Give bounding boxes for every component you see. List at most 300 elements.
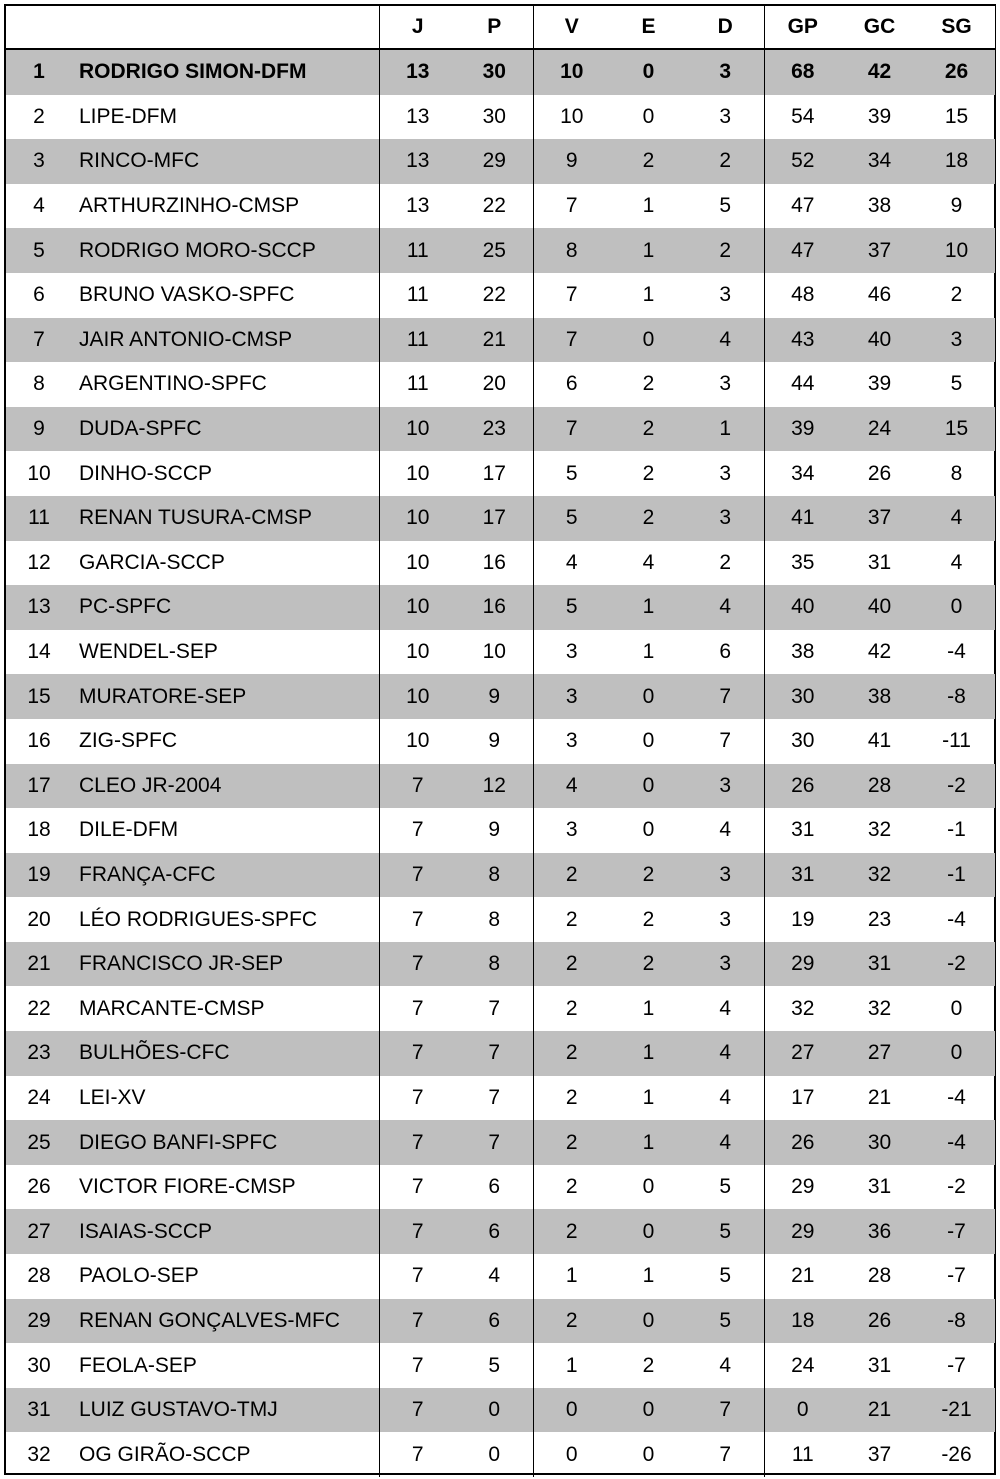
cell-wins: 7 <box>533 318 610 363</box>
cell-draws: 2 <box>610 139 687 184</box>
cell-goals-against: 40 <box>841 318 918 363</box>
cell-goal-difference: 0 <box>918 1031 995 1076</box>
cell-position: 18 <box>27 818 51 842</box>
table-row <box>6 95 995 140</box>
cell-position: 3 <box>6 139 72 184</box>
cell-wins: 7 <box>533 184 610 229</box>
cell-games: 13 <box>379 49 456 95</box>
cell-player-name: ISAIAS-SCCP <box>72 1209 379 1254</box>
cell-points: 23 <box>456 407 533 452</box>
cell-goals-against: 31 <box>841 942 918 987</box>
cell-goals-against: 32 <box>867 996 892 1020</box>
cell-games: 10 <box>379 585 456 630</box>
cell-goals-for: 38 <box>764 630 841 675</box>
cell-games: 7 <box>379 1165 456 1210</box>
cell-goals-against: 36 <box>841 1209 918 1254</box>
cell-player-name: PC-SPFC <box>72 585 379 630</box>
cell-player-name: RINCO-MFC <box>72 139 379 184</box>
cell-position: 25 <box>6 1120 72 1165</box>
cell-draws: 0 <box>642 818 655 842</box>
cell-losses: 4 <box>687 318 764 363</box>
cell-goals-for: 11 <box>764 1432 841 1477</box>
cell-wins: 2 <box>533 1299 610 1344</box>
cell-wins: 2 <box>533 1076 610 1121</box>
cell-goals-for: 52 <box>764 139 841 184</box>
cell-games: 7 <box>379 808 456 853</box>
cell-wins: 3 <box>533 719 610 764</box>
cell-player-name: DIEGO BANFI-SPFC <box>72 1120 379 1165</box>
cell-wins: 1 <box>533 1254 610 1299</box>
cell-draws: 0 <box>642 104 655 128</box>
cell-games: 10 <box>379 630 456 675</box>
cell-goal-difference: -11 <box>942 729 971 753</box>
cell-position: 5 <box>6 228 72 273</box>
cell-draws: 1 <box>610 228 687 273</box>
cell-goals-against: 41 <box>867 729 892 753</box>
cell-position: 27 <box>6 1209 72 1254</box>
cell-goals-for: 48 <box>764 273 841 318</box>
table-row <box>6 1432 995 1477</box>
cell-games: 7 <box>379 1343 456 1388</box>
cell-draws: 4 <box>642 550 655 574</box>
cell-points: 25 <box>456 228 533 273</box>
standings-table <box>6 6 995 1477</box>
cell-wins: 10 <box>533 95 610 140</box>
cell-goals-against: 38 <box>841 674 918 719</box>
cell-games: 10 <box>379 451 456 496</box>
cell-draws: 1 <box>642 996 655 1020</box>
cell-points: 4 <box>488 1264 501 1288</box>
cell-draws: 0 <box>610 1209 687 1254</box>
cell-goals-for: 26 <box>764 1120 841 1165</box>
cell-wins: 2 <box>533 942 610 987</box>
cell-draws: 0 <box>610 49 687 95</box>
cell-goal-difference: -4 <box>947 907 966 931</box>
cell-wins: 3 <box>533 674 610 719</box>
cell-position: 1 <box>6 49 72 95</box>
cell-player-name: ARGENTINO-SPFC <box>79 372 267 396</box>
cell-points: 7 <box>488 996 501 1020</box>
cell-goal-difference: -8 <box>918 1299 995 1344</box>
cell-games: 11 <box>379 318 456 363</box>
cell-goals-against: 31 <box>867 1353 892 1377</box>
cell-goal-difference: -4 <box>947 1085 966 1109</box>
cell-points: 8 <box>456 942 533 987</box>
cell-wins: 5 <box>533 496 610 541</box>
cell-goal-difference: 2 <box>950 283 963 307</box>
cell-wins: 9 <box>533 139 610 184</box>
table-row <box>6 1343 995 1388</box>
table-row <box>6 853 995 898</box>
cell-losses: 2 <box>687 228 764 273</box>
cell-player-name: JAIR ANTONIO-CMSP <box>72 318 379 363</box>
cell-goals-for: 26 <box>764 764 841 809</box>
cell-wins: 0 <box>533 1388 610 1433</box>
cell-goals-for: 30 <box>764 674 841 719</box>
header-position <box>6 6 72 49</box>
table-row <box>6 496 995 541</box>
cell-goal-difference: -2 <box>918 764 995 809</box>
cell-position: 29 <box>6 1299 72 1344</box>
cell-losses: 5 <box>687 1299 764 1344</box>
header-player <box>72 6 379 49</box>
cell-goals-against: 32 <box>841 853 918 898</box>
cell-goals-against: 21 <box>867 1085 892 1109</box>
cell-points: 0 <box>456 1388 533 1433</box>
cell-position: 12 <box>27 550 51 574</box>
cell-goals-for: 47 <box>764 184 841 229</box>
cell-losses: 3 <box>719 461 732 485</box>
cell-draws: 2 <box>642 461 655 485</box>
cell-goals-for: 40 <box>764 585 841 630</box>
cell-games: 7 <box>379 1209 456 1254</box>
table-row <box>6 318 995 363</box>
cell-goal-difference: -26 <box>941 1442 972 1466</box>
cell-player-name: BRUNO VASKO-SPFC <box>79 283 295 307</box>
cell-wins: 2 <box>533 986 610 1031</box>
cell-draws: 2 <box>610 853 687 898</box>
cell-draws: 1 <box>610 1120 687 1165</box>
cell-losses: 5 <box>719 1264 732 1288</box>
cell-goal-difference: 3 <box>918 318 995 363</box>
cell-games: 7 <box>379 986 456 1031</box>
cell-goals-for: 27 <box>764 1031 841 1076</box>
cell-position: 15 <box>6 674 72 719</box>
cell-games: 11 <box>379 362 456 407</box>
cell-goal-difference: -1 <box>947 818 966 842</box>
cell-games: 7 <box>379 1388 456 1433</box>
cell-points: 22 <box>482 194 506 218</box>
cell-player-name: RODRIGO MORO-SCCP <box>72 228 379 273</box>
cell-games: 7 <box>379 897 456 942</box>
cell-points: 5 <box>488 1353 501 1377</box>
table-row <box>6 1388 995 1433</box>
cell-goals-against: 28 <box>841 764 918 809</box>
cell-goal-difference: -21 <box>918 1388 995 1433</box>
cell-wins: 4 <box>533 764 610 809</box>
cell-draws: 2 <box>610 407 687 452</box>
cell-losses: 3 <box>719 283 732 307</box>
cell-goals-for: 34 <box>764 451 841 496</box>
cell-position: 9 <box>6 407 72 452</box>
table-row <box>6 897 995 942</box>
cell-losses: 4 <box>687 1120 764 1165</box>
cell-position: 4 <box>33 194 45 218</box>
table-row <box>6 184 995 229</box>
cell-player-name: OG GIRÃO-SCCP <box>79 1442 251 1466</box>
cell-position: 30 <box>27 1353 51 1377</box>
cell-goals-against: 21 <box>841 1388 918 1433</box>
cell-games: 13 <box>379 95 456 140</box>
cell-player-name: CLEO JR-2004 <box>72 764 379 809</box>
cell-goals-against: 39 <box>867 372 892 396</box>
cell-player-name: DINHO-SCCP <box>79 461 213 485</box>
cell-points: 7 <box>488 1085 501 1109</box>
cell-position: 22 <box>27 996 51 1020</box>
cell-goals-against: 31 <box>867 1175 892 1199</box>
cell-losses: 3 <box>687 49 764 95</box>
cell-player-name: LIPE-DFM <box>79 104 178 128</box>
cell-goals-against: 42 <box>841 49 918 95</box>
cell-player-name: LEI-XV <box>79 1085 146 1109</box>
cell-losses: 5 <box>719 194 732 218</box>
table-row <box>6 585 995 630</box>
cell-draws: 2 <box>642 907 655 931</box>
cell-points: 22 <box>482 283 506 307</box>
cell-games: 13 <box>379 184 456 229</box>
cell-position: 16 <box>27 729 51 753</box>
table-row <box>6 273 995 318</box>
cell-goals-against: 38 <box>867 194 892 218</box>
cell-player-name: RENAN GONÇALVES-MFC <box>72 1299 379 1344</box>
cell-points: 8 <box>456 853 533 898</box>
cell-losses: 4 <box>719 1085 732 1109</box>
table-row <box>6 139 995 184</box>
cell-games: 7 <box>379 942 456 987</box>
cell-goals-for: 39 <box>764 407 841 452</box>
cell-goal-difference: 18 <box>918 139 995 184</box>
header-draws: E <box>610 6 687 49</box>
cell-points: 30 <box>456 49 533 95</box>
cell-goals-for: 68 <box>764 49 841 95</box>
cell-wins: 7 <box>533 407 610 452</box>
cell-points: 17 <box>456 496 533 541</box>
cell-losses: 4 <box>687 585 764 630</box>
cell-player-name: GARCIA-SCCP <box>79 550 225 574</box>
header-row <box>6 6 995 49</box>
cell-points: 6 <box>456 1299 533 1344</box>
cell-losses: 6 <box>719 640 732 664</box>
cell-losses: 7 <box>687 1388 764 1433</box>
cell-games: 7 <box>379 853 456 898</box>
cell-goals-against: 28 <box>867 1264 892 1288</box>
cell-goals-against: 23 <box>867 907 892 931</box>
cell-games: 7 <box>379 1031 456 1076</box>
cell-player-name: RENAN TUSURA-CMSP <box>72 496 379 541</box>
cell-player-name: BULHÕES-CFC <box>72 1031 379 1076</box>
cell-goal-difference: 4 <box>918 496 995 541</box>
cell-player-name: RODRIGO SIMON-DFM <box>72 49 379 95</box>
cell-position: 14 <box>27 640 51 664</box>
cell-points: 8 <box>488 907 501 931</box>
cell-goals-against: 34 <box>841 139 918 184</box>
cell-player-name: DUDA-SPFC <box>72 407 379 452</box>
cell-draws: 1 <box>642 194 655 218</box>
cell-goal-difference: 15 <box>918 407 995 452</box>
cell-draws: 2 <box>642 1353 655 1377</box>
header-goal-difference: SG <box>918 6 995 49</box>
cell-wins: 7 <box>533 273 610 318</box>
cell-position: 10 <box>27 461 51 485</box>
cell-goal-difference: -7 <box>918 1209 995 1254</box>
table-row <box>6 1254 995 1299</box>
cell-losses: 5 <box>687 1209 764 1254</box>
cell-position: 31 <box>6 1388 72 1433</box>
cell-draws: 1 <box>610 1031 687 1076</box>
header-goals-against: GC <box>841 6 918 49</box>
cell-goals-for: 24 <box>764 1343 841 1388</box>
cell-player-name: DILE-DFM <box>79 818 179 842</box>
cell-games: 10 <box>379 541 456 586</box>
cell-points: 29 <box>456 139 533 184</box>
cell-wins: 3 <box>533 630 610 675</box>
cell-losses: 3 <box>719 104 732 128</box>
cell-losses: 3 <box>687 764 764 809</box>
cell-draws: 0 <box>610 674 687 719</box>
header-goals-for: GP <box>764 6 841 49</box>
cell-wins: 4 <box>533 541 610 586</box>
cell-points: 10 <box>482 640 506 664</box>
header-games: J <box>379 6 456 49</box>
header-losses: D <box>687 6 764 49</box>
cell-goal-difference: -7 <box>947 1264 966 1288</box>
cell-position: 19 <box>6 853 72 898</box>
table-row <box>6 808 995 853</box>
cell-losses: 4 <box>719 996 732 1020</box>
cell-losses: 4 <box>719 818 732 842</box>
cell-losses: 3 <box>719 372 732 396</box>
cell-draws: 0 <box>610 764 687 809</box>
cell-points: 12 <box>456 764 533 809</box>
cell-player-name: ZIG-SPFC <box>79 729 177 753</box>
cell-goals-for: 31 <box>764 853 841 898</box>
cell-player-name: FRANCISCO JR-SEP <box>72 942 379 987</box>
cell-draws: 0 <box>642 729 655 753</box>
cell-goals-for: 18 <box>764 1299 841 1344</box>
cell-draws: 0 <box>642 1442 655 1466</box>
cell-wins: 5 <box>533 451 610 496</box>
cell-draws: 1 <box>642 1085 655 1109</box>
cell-games: 7 <box>379 1076 456 1121</box>
cell-wins: 0 <box>533 1432 610 1477</box>
table-row <box>6 630 995 675</box>
cell-goal-difference: -4 <box>918 1120 995 1165</box>
cell-goal-difference: -8 <box>918 674 995 719</box>
cell-points: 7 <box>456 1120 533 1165</box>
cell-losses: 1 <box>687 407 764 452</box>
table-row <box>6 407 995 452</box>
cell-goals-for: 47 <box>764 228 841 273</box>
cell-goals-for: 30 <box>764 719 841 764</box>
cell-draws: 1 <box>642 1264 655 1288</box>
cell-draws: 0 <box>610 1388 687 1433</box>
cell-goal-difference: -2 <box>947 1175 966 1199</box>
cell-goals-for: 29 <box>764 1165 841 1210</box>
cell-goals-for: 44 <box>764 362 841 407</box>
cell-player-name: FRANÇA-CFC <box>72 853 379 898</box>
cell-position: 17 <box>6 764 72 809</box>
cell-position: 8 <box>33 372 45 396</box>
cell-goals-for: 0 <box>764 1388 841 1433</box>
cell-player-name: MARCANTE-CMSP <box>79 996 265 1020</box>
cell-goal-difference: 10 <box>918 228 995 273</box>
cell-goal-difference: 8 <box>950 461 963 485</box>
table-row <box>6 1031 995 1076</box>
cell-games: 11 <box>379 228 456 273</box>
cell-goals-against: 26 <box>867 461 892 485</box>
cell-position: 7 <box>6 318 72 363</box>
cell-position: 13 <box>6 585 72 630</box>
cell-draws: 0 <box>610 318 687 363</box>
cell-goal-difference: -2 <box>918 942 995 987</box>
table-row <box>6 674 995 719</box>
cell-losses: 4 <box>719 1353 732 1377</box>
cell-goals-against: 27 <box>841 1031 918 1076</box>
cell-draws: 0 <box>610 1299 687 1344</box>
cell-position: 11 <box>6 496 72 541</box>
cell-player-name: VICTOR FIORE-CMSP <box>79 1175 296 1199</box>
header-points: P <box>456 6 533 49</box>
cell-points: 9 <box>488 818 501 842</box>
cell-draws: 2 <box>610 496 687 541</box>
cell-wins: 3 <box>533 808 610 853</box>
cell-wins: 10 <box>533 49 610 95</box>
cell-player-name: FEOLA-SEP <box>79 1353 197 1377</box>
cell-goal-difference: 0 <box>950 996 963 1020</box>
cell-goals-against: 37 <box>841 228 918 273</box>
cell-draws: 1 <box>642 640 655 664</box>
cell-points: 7 <box>456 1031 533 1076</box>
table-row <box>6 451 995 496</box>
cell-points: 9 <box>456 674 533 719</box>
cell-wins: 2 <box>533 1120 610 1165</box>
table-row <box>6 49 995 95</box>
cell-draws: 1 <box>610 585 687 630</box>
table-row <box>6 942 995 987</box>
cell-goals-for: 17 <box>764 1076 841 1121</box>
table-body <box>6 49 995 1477</box>
cell-player-name: WENDEL-SEP <box>79 640 218 664</box>
cell-goals-for: 41 <box>764 496 841 541</box>
cell-draws: 0 <box>642 1175 655 1199</box>
cell-wins: 1 <box>533 1343 610 1388</box>
table-row <box>6 362 995 407</box>
cell-goals-against: 24 <box>841 407 918 452</box>
cell-goal-difference: 0 <box>918 585 995 630</box>
cell-goals-for: 43 <box>764 318 841 363</box>
header-wins: V <box>533 6 610 49</box>
table-row <box>6 1120 995 1165</box>
cell-goals-for: 19 <box>764 897 841 942</box>
cell-wins: 2 <box>533 1165 610 1210</box>
cell-goals-for: 54 <box>764 95 841 140</box>
cell-position: 20 <box>27 907 51 931</box>
cell-losses: 5 <box>719 1175 732 1199</box>
cell-goals-against: 37 <box>841 496 918 541</box>
cell-position: 6 <box>33 283 45 307</box>
cell-games: 7 <box>379 1299 456 1344</box>
cell-wins: 8 <box>533 228 610 273</box>
cell-goal-difference: 5 <box>950 372 963 396</box>
cell-points: 21 <box>456 318 533 363</box>
cell-position: 21 <box>6 942 72 987</box>
cell-goals-against: 32 <box>867 818 892 842</box>
cell-games: 7 <box>379 764 456 809</box>
cell-points: 16 <box>482 550 506 574</box>
cell-games: 10 <box>379 407 456 452</box>
cell-points: 6 <box>456 1209 533 1254</box>
cell-wins: 2 <box>533 1031 610 1076</box>
cell-losses: 3 <box>687 496 764 541</box>
cell-goal-difference: 9 <box>950 194 963 218</box>
cell-losses: 3 <box>687 942 764 987</box>
cell-goal-difference: 15 <box>944 104 969 128</box>
cell-points: 20 <box>482 372 506 396</box>
cell-losses: 7 <box>687 674 764 719</box>
cell-games: 13 <box>379 139 456 184</box>
table-row <box>6 1299 995 1344</box>
cell-goals-against: 42 <box>867 640 892 664</box>
